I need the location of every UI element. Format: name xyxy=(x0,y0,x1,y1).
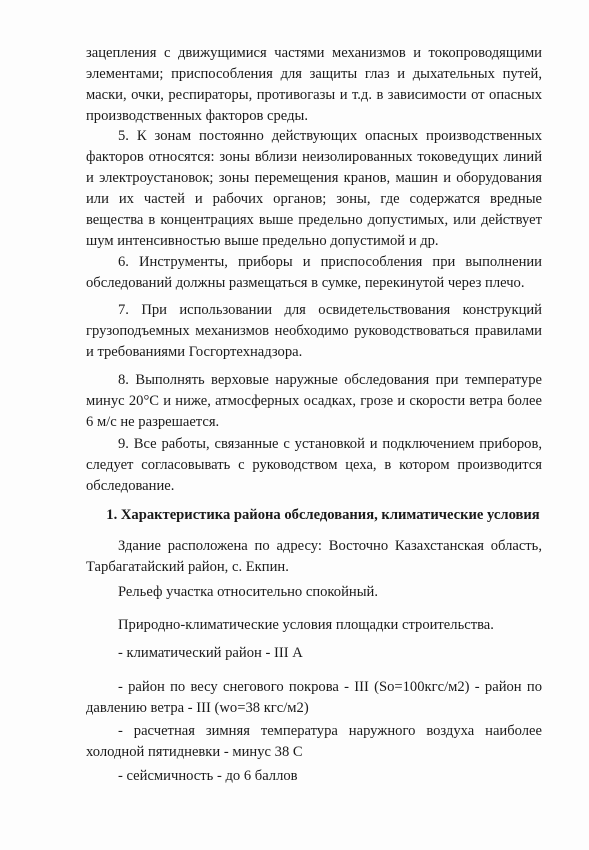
paragraph-relief: Рельеф участка относительно спокойный. xyxy=(118,584,378,600)
paragraph-address: Здание расположена по адресу: Восточно Казахстанская область, Тарбагатайский район, с. Екпин. xyxy=(86,538,542,575)
paragraph-climate-conditions: Природно-климатические условия площадки строительства. xyxy=(118,617,494,633)
paragraph-item-9: 9. Все работы, связанные с установкой и подключением приборов, следует согласовывать с руководством цеха, в котором производится обследование. xyxy=(86,436,542,494)
paragraph-item-6: 6. Инструменты, приборы и приспособления при выполнении обследований должны размещаться в сумке, перекинутой через плечо. xyxy=(86,254,542,291)
paragraph-item-8: 8. Выполнять верховые наружные обследования при температуре минус 20°С и ниже, атмосферных осадках, грозе и скорости ветра более 6 м/с не разрешается. xyxy=(86,372,542,430)
list-item-seismicity: - сейсмичность - до 6 баллов xyxy=(118,768,298,784)
section-heading: 1. Характеристика района обследования, климатические условия xyxy=(106,507,540,523)
paragraph-item-7: 7. При использовании для освидетельствования конструкций грузоподъемных механизмов необходимо руководствоваться правилами и требованиями Госгортехнадзора. xyxy=(86,302,542,360)
paragraph-protective-equipment: зацепления с движущимися частями механизмов и токопроводящими элементами; приспособления для защиты глаз и дыхательных путей, маски, очки, респираторы, противогазы и т.д. в зависимости от опасных производственных факторов среды. xyxy=(86,45,542,124)
list-item-climate-zone: - климатический район - III А xyxy=(118,645,303,661)
list-item-winter-temperature: - расчетная зимняя температура наружного воздуха наиболее холодной пятидневки - минус 38 С xyxy=(86,723,542,760)
list-item-snow-wind-zone: - район по весу снегового покрова - III (So=100кгс/м2) - район по давлению ветра - III (wo=38 кгс/м2) xyxy=(86,679,542,716)
paragraph-item-5: 5. К зонам постоянно действующих опасных производственных факторов относятся: зоны вблизи неизолированных токоведущих линий и электроустановок; зоны перемещения кранов, машин и оборудования или их частей и рабочих органов; зоны, где содержатся вредные вещества в концентрациях выше предельно допустимых, или действует шум интенсивностью выше предельно допустимой и др. xyxy=(86,128,542,249)
